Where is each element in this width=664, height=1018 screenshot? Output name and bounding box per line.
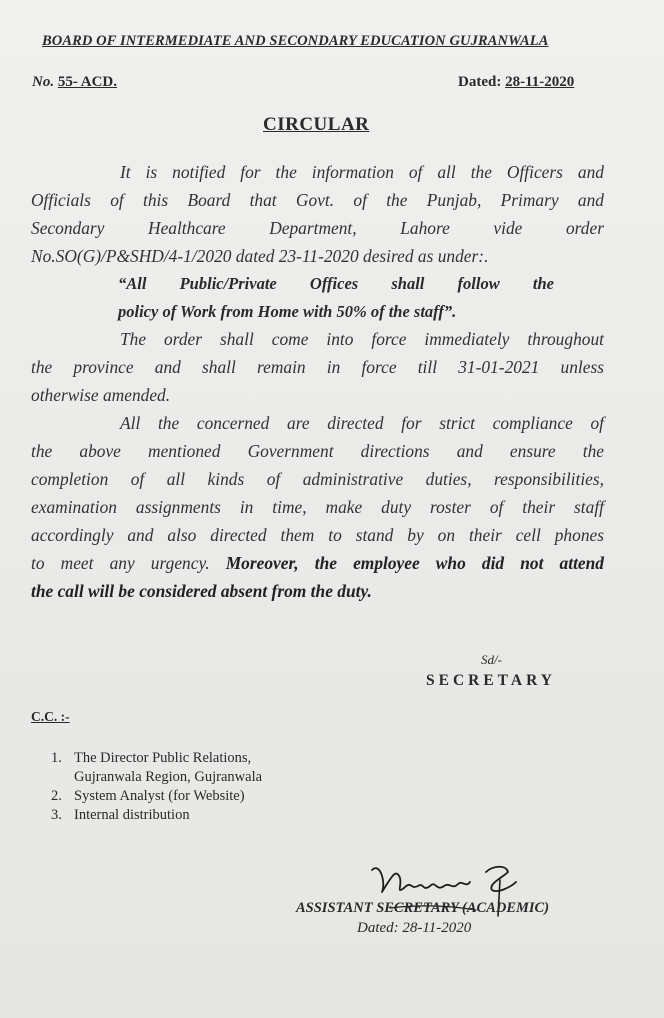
paragraph-line: Officials of this Board that Govt. of the Punjab, Primary and — [31, 190, 604, 210]
paragraph-line: It is notified for the information of all the Officers and — [120, 162, 604, 182]
paragraph-line: the above mentioned Government directions and ensure the — [31, 441, 604, 461]
cc-list — [51, 749, 262, 825]
reference-label: No. — [32, 74, 55, 90]
list-item — [51, 787, 262, 806]
header-date-value: 28-11-2020 — [505, 74, 575, 90]
urgency-text: to meet any urgency. — [31, 553, 210, 573]
list-item-text-continued: Gujranwala Region, Gujranwala — [74, 769, 263, 785]
list-item — [51, 806, 262, 825]
paragraph-notification — [31, 158, 604, 270]
absence-warning-end: the call will be considered absent from the duty. — [31, 581, 372, 601]
list-item-number: 1. — [51, 750, 62, 766]
list-item-text: System Analyst (for Website) — [74, 788, 245, 804]
list-item-text: Internal distribution — [74, 807, 190, 823]
paragraph-line: No.SO(G)/P&SHD/4-1/2020 dated 23-11-2020 desired as under:. — [31, 246, 489, 266]
cc-label: C.C. :- — [31, 709, 70, 724]
reference-value: 55- ACD. — [57, 74, 118, 90]
paragraph-line: All the concerned are directed for strict compliance of — [120, 413, 604, 433]
header-date-label: Dated: — [458, 74, 502, 90]
reference-number — [32, 74, 117, 91]
paragraph-line: The order shall come into force immediately throughout — [120, 329, 604, 349]
list-item-text: The Director Public Relations, — [74, 750, 252, 766]
paragraph-line: accordingly and also directed them to stand by on their cell phones — [31, 525, 604, 545]
paragraph-line: examination assignments in time, make duty roster of their staff — [31, 497, 604, 517]
list-item-number: 3. — [51, 807, 62, 823]
header-date — [458, 74, 574, 91]
paragraph-line: the province and shall remain in force till 31-01-2021 unless — [31, 357, 604, 377]
list-item-number: 2. — [51, 788, 62, 804]
board-header: BOARD OF INTERMEDIATE AND SECONDARY EDUCATION GUJRANWALA — [42, 33, 549, 49]
paragraph-compliance — [31, 409, 604, 605]
absence-warning-start: Moreover, the employee who did not attend — [225, 553, 604, 573]
paragraph-line: Secondary Healthcare Department, Lahore vide order — [31, 218, 604, 238]
circular-title: CIRCULAR — [263, 114, 370, 135]
paragraph-enforcement — [31, 325, 604, 409]
signed-mark: Sd/- — [481, 652, 502, 667]
paragraph-line-mixed — [31, 549, 604, 577]
paragraph-line: otherwise amended. — [31, 385, 171, 405]
paragraph-line: completion of all kinds of administrative duties, responsibilities, — [31, 469, 604, 489]
assistant-date: Dated: 28-11-2020 — [357, 920, 472, 936]
quote-line: “All Public/Private Offices shall follow the — [118, 274, 554, 293]
list-item — [51, 749, 262, 768]
secretary-title: SECRETARY — [426, 672, 556, 689]
assistant-secretary-title: ASSISTANT SECRETARY (ACADEMIC) — [296, 900, 550, 916]
quote-line: policy of Work from Home with 50% of the staff”. — [118, 302, 457, 321]
order-quote — [118, 270, 554, 326]
